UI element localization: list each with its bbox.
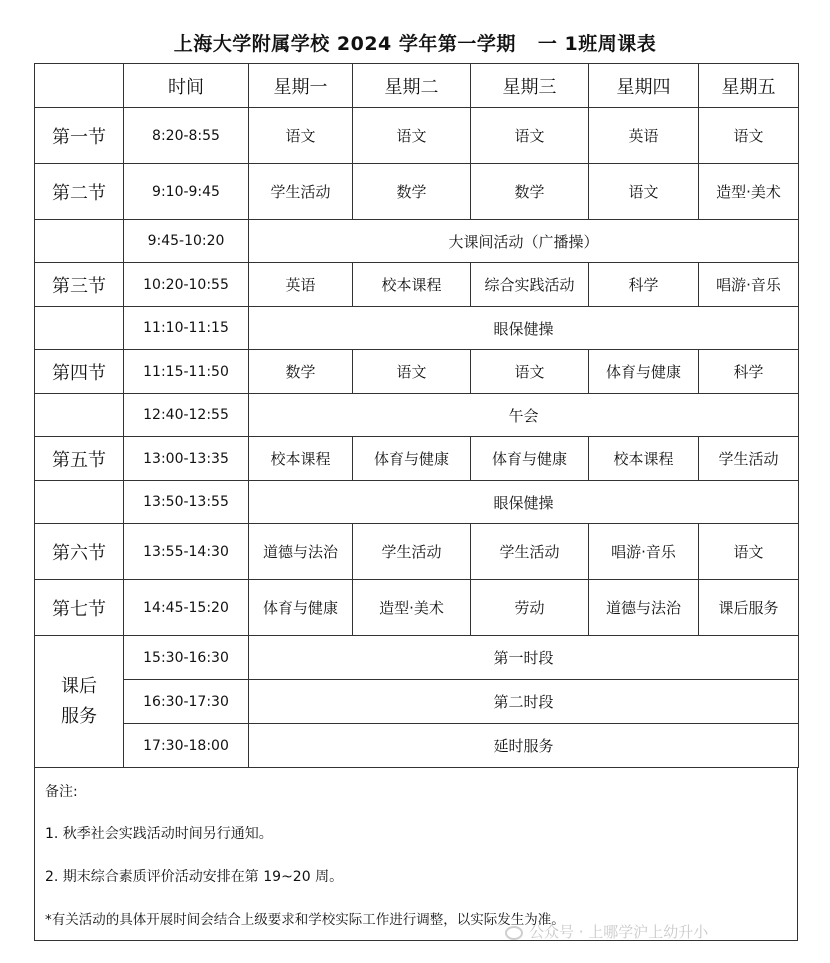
activity-cell: 眼保健操	[249, 481, 799, 524]
header-day: 星期二	[353, 64, 471, 108]
activity-cell: 延时服务	[249, 724, 799, 768]
time-cell: 13:00-13:35	[124, 437, 249, 481]
time-cell: 10:20-10:55	[124, 263, 249, 307]
activity-row	[35, 307, 799, 350]
activity-cell: 大课间活动（广播操）	[249, 220, 799, 263]
subject-cell: 英语	[249, 263, 353, 307]
lesson-row	[35, 108, 799, 164]
period-cell: 第三节	[35, 263, 124, 307]
after-school-row	[35, 680, 799, 724]
notes-label: 备注:	[45, 784, 78, 800]
time-cell: 16:30-17:30	[124, 680, 249, 724]
period-cell: 第七节	[35, 580, 124, 636]
subject-cell: 体育与健康	[589, 350, 699, 394]
subject-cell: 造型·美术	[699, 164, 799, 220]
activity-row	[35, 481, 799, 524]
activity-cell: 眼保健操	[249, 307, 799, 350]
time-cell: 9:45-10:20	[124, 220, 249, 263]
subject-cell: 语文	[589, 164, 699, 220]
subject-cell: 语文	[471, 350, 589, 394]
subject-cell: 校本课程	[589, 437, 699, 481]
title-class: 一 1班周课表	[537, 33, 657, 55]
lesson-row	[35, 164, 799, 220]
subject-cell: 科学	[589, 263, 699, 307]
time-cell: 11:10-11:15	[124, 307, 249, 350]
period-cell: 第六节	[35, 524, 124, 580]
subject-cell: 学生活动	[249, 164, 353, 220]
timetable	[34, 63, 799, 768]
time-cell: 13:50-13:55	[124, 481, 249, 524]
subject-cell: 体育与健康	[249, 580, 353, 636]
subject-cell: 语文	[471, 108, 589, 164]
time-cell: 11:15-11:50	[124, 350, 249, 394]
note-item: 2. 期末综合素质评价活动安排在第 19~20 周。	[45, 869, 344, 885]
subject-cell: 语文	[699, 108, 799, 164]
subject-cell: 语文	[353, 350, 471, 394]
subject-cell: 道德与法治	[249, 524, 353, 580]
period-cell	[35, 481, 124, 524]
notes-box	[34, 767, 798, 941]
lesson-row	[35, 263, 799, 307]
watermark	[505, 921, 708, 942]
time-cell: 13:55-14:30	[124, 524, 249, 580]
subject-cell: 数学	[249, 350, 353, 394]
subject-cell: 唱游·音乐	[699, 263, 799, 307]
subject-cell: 英语	[589, 108, 699, 164]
subject-cell: 语文	[699, 524, 799, 580]
subject-cell: 造型·美术	[353, 580, 471, 636]
subject-cell: 劳动	[471, 580, 589, 636]
lesson-row	[35, 524, 799, 580]
after-school-label-line: 服务	[61, 705, 97, 727]
after-school-label	[35, 636, 124, 768]
subject-cell: 校本课程	[249, 437, 353, 481]
lesson-row	[35, 580, 799, 636]
after-school-row	[35, 636, 799, 680]
subject-cell: 道德与法治	[589, 580, 699, 636]
subject-cell: 体育与健康	[353, 437, 471, 481]
lesson-row	[35, 350, 799, 394]
subject-cell: 学生活动	[699, 437, 799, 481]
time-cell: 15:30-16:30	[124, 636, 249, 680]
time-cell: 9:10-9:45	[124, 164, 249, 220]
header-day: 星期一	[249, 64, 353, 108]
time-cell: 14:45-15:20	[124, 580, 249, 636]
header-day: 星期四	[589, 64, 699, 108]
activity-row	[35, 220, 799, 263]
subject-cell: 唱游·音乐	[589, 524, 699, 580]
header-corner	[35, 64, 124, 108]
period-cell: 第一节	[35, 108, 124, 164]
header-day: 星期五	[699, 64, 799, 108]
time-cell: 17:30-18:00	[124, 724, 249, 768]
wechat-icon	[505, 926, 523, 940]
subject-cell: 语文	[249, 108, 353, 164]
time-cell: 8:20-8:55	[124, 108, 249, 164]
watermark-text: 公众号 · 上哪学沪上幼升小	[529, 923, 709, 941]
subject-cell: 数学	[471, 164, 589, 220]
subject-cell: 综合实践活动	[471, 263, 589, 307]
time-cell: 12:40-12:55	[124, 394, 249, 437]
after-school-row	[35, 724, 799, 768]
title-main: 上海大学附属学校 2024 学年第一学期	[173, 33, 516, 55]
subject-cell: 学生活动	[353, 524, 471, 580]
note-item: 1. 秋季社会实践活动时间另行通知。	[45, 826, 273, 842]
period-cell: 第二节	[35, 164, 124, 220]
header-time: 时间	[124, 64, 249, 108]
subject-cell: 课后服务	[699, 580, 799, 636]
page-title	[0, 28, 830, 60]
lesson-row	[35, 437, 799, 481]
subject-cell: 语文	[353, 108, 471, 164]
activity-row	[35, 394, 799, 437]
note-footnote: *有关活动的具体开展时间会结合上级要求和学校实际工作进行调整，以实际发生为准。	[45, 912, 565, 928]
subject-cell: 校本课程	[353, 263, 471, 307]
period-cell	[35, 220, 124, 263]
header-day: 星期三	[471, 64, 589, 108]
activity-cell: 第二时段	[249, 680, 799, 724]
period-cell: 第四节	[35, 350, 124, 394]
header-row	[35, 64, 799, 108]
subject-cell: 体育与健康	[471, 437, 589, 481]
subject-cell: 学生活动	[471, 524, 589, 580]
period-cell	[35, 307, 124, 350]
period-cell: 第五节	[35, 437, 124, 481]
after-school-label-line: 课后	[61, 675, 97, 697]
subject-cell: 科学	[699, 350, 799, 394]
period-cell	[35, 394, 124, 437]
activity-cell: 午会	[249, 394, 799, 437]
activity-cell: 第一时段	[249, 636, 799, 680]
subject-cell: 数学	[353, 164, 471, 220]
